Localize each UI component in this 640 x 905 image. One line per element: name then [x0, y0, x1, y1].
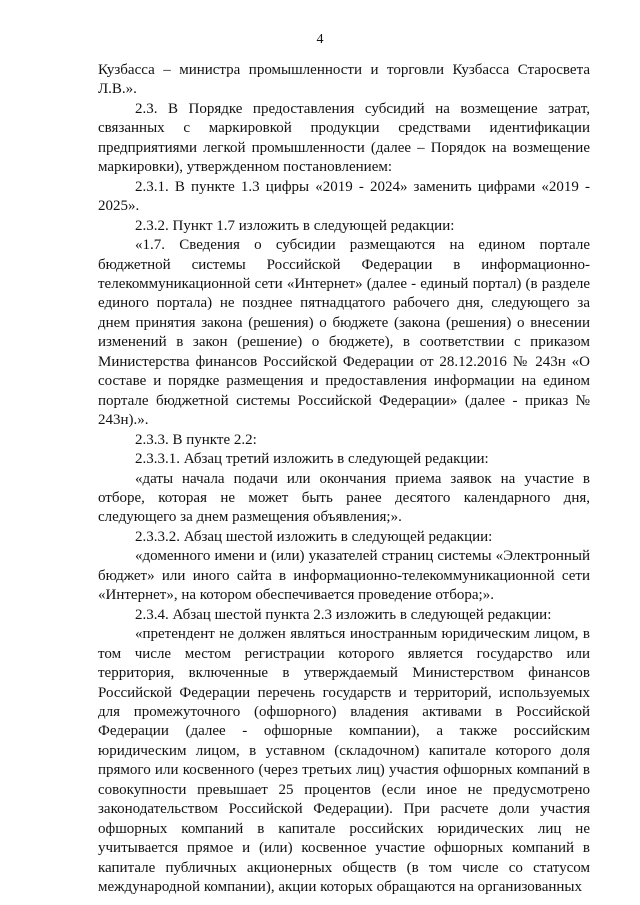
paragraph-2-3-3: 2.3.3. В пункте 2.2: [135, 431, 257, 448]
paragraph-2-3-2: 2.3.2. Пункт 1.7 изложить в следующей редакции: [135, 217, 455, 234]
paragraph-2-3: 2.3. В Порядке предоставления субсидий на возмещение затрат, связанных с маркировкой продукции средствами идентификации предприятиями легкой промышленности (далее – Порядок на возмещение маркировки), утвержденном постановлением: [98, 100, 590, 176]
document-body [98, 61, 590, 897]
paragraph-2-3-3-1: 2.3.3.1. Абзац третий изложить в следующей редакции: [135, 451, 489, 468]
paragraph-2-3-1: 2.3.1. В пункте 1.3 цифры «2019 - 2024» заменить цифрами «2019 - 2025». [98, 178, 590, 215]
paragraph-quote-applicant: «претендент не должен являться иностранным юридическим лицом, в том числе местом регистрации которого является государство или территория, включенные в утверждаемый Министерством финансов Российской Федерации перечень государств и территорий, используемых для промежуточного (офшорного) владения активами в Российской Федерации (далее - офшорные компании), а также российским юридическим лицом, в уставном (складочном) капитале которого доля прямого или косвенного (через третьих лиц) участия офшорных компаний в совокупности превышает 25 процентов (если иное не предусмотрено законодательством Российской Федерации). При расчете доли участия офшорных компаний в капитале российских юридических лиц не учитывается прямое и (или) косвенное участие офшорных компаний в капитале публичных акционерных обществ (в том числе со статусом международной компании), акции которых обращаются на организованных [98, 626, 590, 896]
paragraph-quote-domain: «доменного имени и (или) указателей страниц системы «Электронный бюджет» или иного сайта в информационно-телекоммуникационной сети «Интернет», на котором обеспечивается проведение отбора;». [98, 548, 590, 604]
paragraph-2-3-3-2: 2.3.3.2. Абзац шестой изложить в следующей редакции: [135, 528, 493, 545]
paragraph-quote-1-7: «1.7. Сведения о субсидии размещаются на едином портале бюджетной системы Российской Федерации в информационно-телекоммуникационной сети «Интернет» (далее - единый портал) (в разделе единого портала) не позднее пятнадцатого рабочего дня, следующего за днем принятия закона (решения) о бюджете (закона (решения) о внесении изменений в закон (решение) о бюджете), в соответствии с приказом Министерства финансов Российской Федерации от 28.12.2016 № 243н «О составе и порядке размещения и предоставления информации на едином портале бюджетной системы Российской Федерации» (далее - приказ № 243н).». [98, 237, 590, 429]
paragraph-quote-dates: «даты начала подачи или окончания приема заявок на участие в отборе, которая не может быть ранее десятого календарного дня, следующего за днем размещения объявления;». [98, 470, 590, 526]
page-number: 4 [316, 32, 324, 47]
paragraph-2-3-4: 2.3.4. Абзац шестой пункта 2.3 изложить в следующей редакции: [135, 606, 552, 623]
paragraph-continuation: Кузбасса – министра промышленности и торговли Кузбасса Старосвета Л.В.». [98, 62, 590, 98]
